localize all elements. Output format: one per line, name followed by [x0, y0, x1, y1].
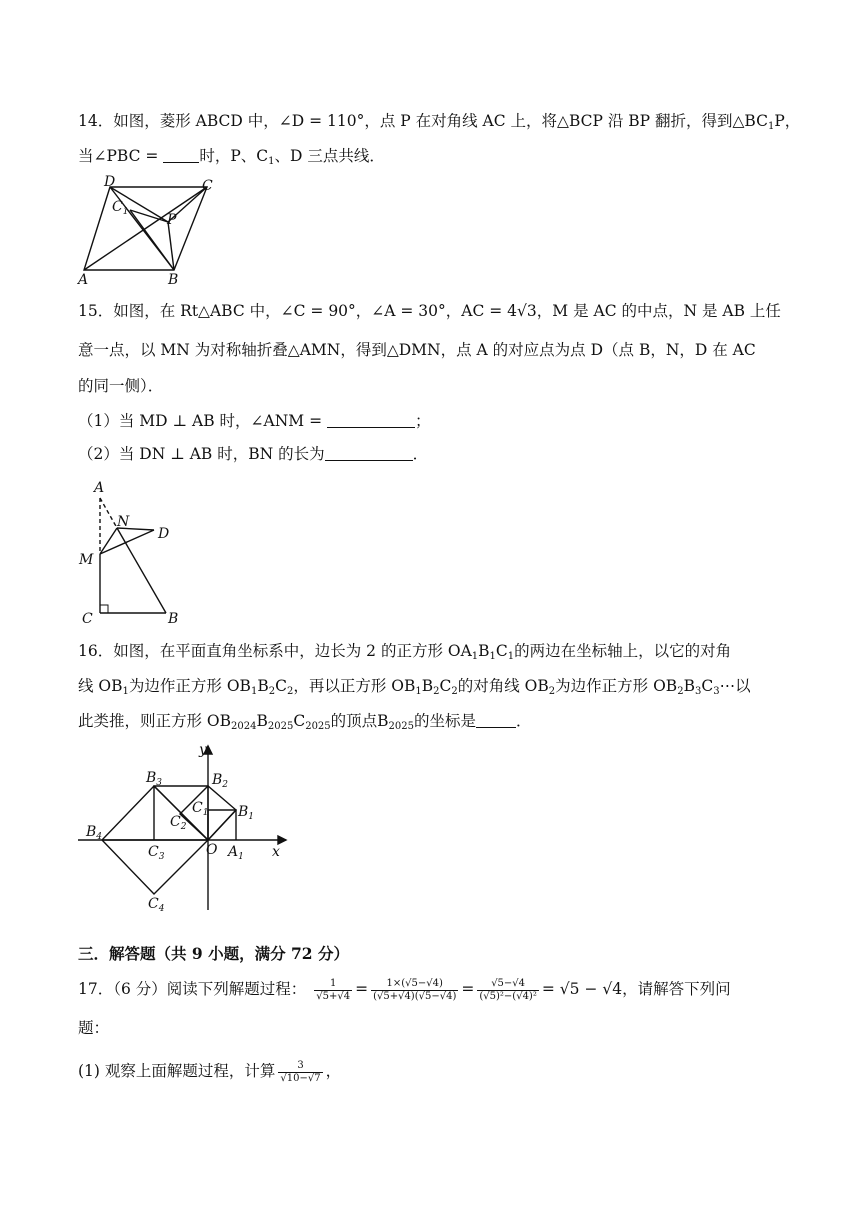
- diagonal-ac: [84, 187, 207, 270]
- q16-line3: 此类推，则正方形 $OB_{2024}B_{2025}C_{2025}$的顶点$B_{2025}$的坐标是 ．: [78, 712, 532, 732]
- q14-rhombus-figure: [72, 172, 232, 290]
- label-x: x: [272, 844, 280, 860]
- label-a1: $A_1$: [228, 844, 244, 862]
- q16-coordinate-figure: [72, 740, 292, 915]
- label-c1: $C_1$: [112, 199, 129, 217]
- label-c1: $C_1$: [192, 800, 209, 818]
- answer-blank-q15-2: [325, 444, 413, 461]
- label-a: A: [94, 480, 105, 496]
- diag-ob1: [208, 810, 236, 840]
- answer-blank-q16: [476, 711, 516, 728]
- answer-blank-q15-1: [327, 411, 415, 428]
- q17-fraction-3: $\frac{√5-√4}{\text{(√5)²−(√4)²}}$: [479, 977, 537, 1002]
- label-o: O: [206, 842, 218, 858]
- label-d: D: [158, 526, 170, 542]
- label-a: A: [78, 272, 89, 288]
- q15-triangle-figure: [72, 478, 212, 628]
- section3-heading: 三．解答题（共 9 小题，满分 72 分）: [78, 944, 349, 963]
- q15-part2: （2）当 DN ⊥ AB 时，BN 的长为 ．: [78, 445, 429, 463]
- q17-part1-fraction: $\frac{3}{√10-√7}$: [280, 1059, 321, 1084]
- label-n: N: [117, 514, 130, 530]
- label-p: P: [167, 212, 177, 228]
- q17-fraction-2: $\frac{1\times(√5-√4)}{(√5+√4)(√5-√4)}$: [373, 977, 457, 1002]
- q17-fraction-1: $\frac{1}{√5+√4}$: [316, 977, 351, 1002]
- label-c: C: [82, 611, 93, 627]
- label-b3: $B_3$: [146, 770, 163, 788]
- q17-line2: 题：: [78, 1019, 110, 1037]
- label-y: y: [199, 742, 207, 758]
- q15-part1: （1）当 MD ⊥ AB 时，∠ANM = ；: [78, 412, 431, 430]
- label-b4: $B_4$: [86, 824, 103, 842]
- answer-blank-q14: [163, 146, 199, 163]
- label-c3: $C_3$: [148, 844, 165, 862]
- label-b1: $B_1$: [238, 804, 255, 822]
- label-b: B: [168, 611, 179, 627]
- q17-line1: 17．（6 分）阅读下列解题过程： $\frac{1}{√5+√4}$ = $\frac{1\times(√5-√4)}{(√5+√4)(√5-√4)}$ = $\frac{√5-√4}{\text{(√5)²−(√4)²}}$ = √5 − √4，请解答下列问: [78, 977, 731, 1002]
- x-axis-arrow: [278, 836, 286, 844]
- q15-line2: 意一点，以 MN 为对称轴折叠△AMN，得到△DMN，点 A 的对应点为点 D（点 B，N，D 在 AC: [78, 341, 756, 359]
- label-c2: $C_2$: [170, 814, 187, 832]
- right-angle-mark: [100, 605, 108, 613]
- label-c4: $C_4$: [148, 896, 165, 914]
- label-b2: $B_2$: [212, 772, 229, 790]
- label-d: D: [104, 174, 116, 190]
- q14-line2: 当∠PBC = 时，P、$C_1$、D 三点共线．: [78, 147, 385, 167]
- label-m: M: [79, 552, 94, 568]
- q15-line1: 15．如图，在 Rt△ABC 中，∠C = 90°，∠A = 30°，AC = 4√3，M 是 AC 的中点，N 是 AB 上任: [78, 302, 781, 320]
- q16-line1: 16．如图，在平面直角坐标系中，边长为 2 的正方形 $OA_1B_1C_1$的两边在坐标轴上，以它的对角: [78, 642, 732, 662]
- dashed-an: [100, 498, 117, 528]
- q14-line1: 14．如图，菱形 ABCD 中，∠D = 110°，点 P 在对角线 AC 上，将△BCP 沿 BP 翻折，得到$\triangle BC_1P$，: [78, 112, 801, 132]
- q16-line2: 线 $OB_1$为边作正方形 $OB_1B_2C_2$，再以正方形 $OB_1B_2C_2$的对角线 $OB_2$为边作正方形 $OB_2B_3C_3\cdots$以: [78, 677, 751, 697]
- q15-line3: 的同一侧）．: [78, 377, 164, 395]
- label-b: B: [168, 272, 179, 288]
- label-c: C: [202, 178, 213, 194]
- q17-part1: (1) 观察上面解题过程，计算 $\frac{3}{√10-√7}$ ，: [78, 1059, 342, 1084]
